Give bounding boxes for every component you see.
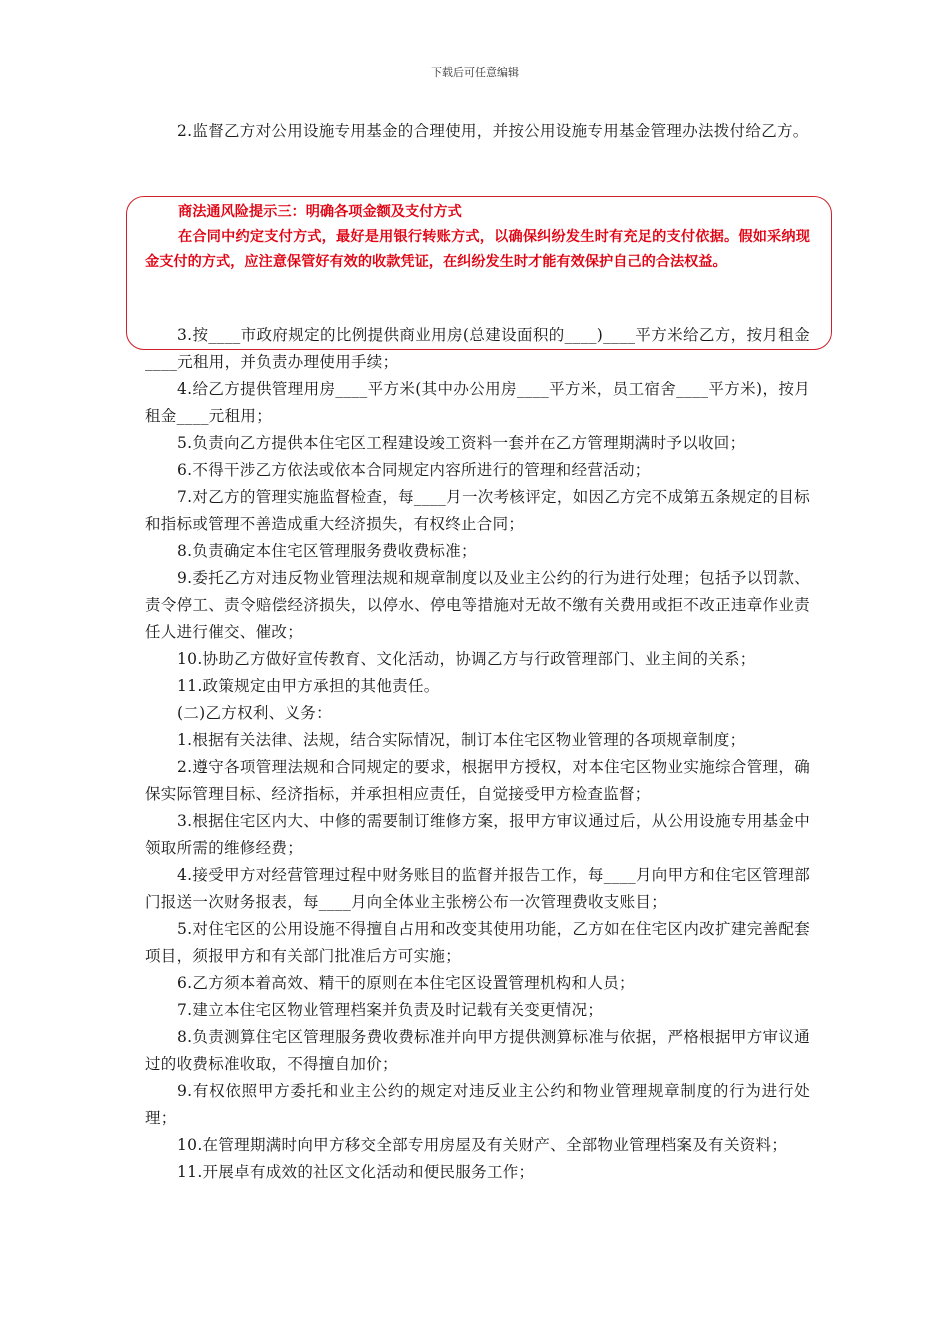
risk-tip-body: 在合同中约定支付方式，最好是用银行转账方式，以确保纠纷发生时有充足的支付依据。假如采纳现金支付的方式，应注意保管好有效的收款凭证，在纠纷发生时才能有效保护自己的合法权益。 (145, 229, 810, 270)
intro-block (145, 118, 810, 145)
paragraph: 2.监督乙方对公用设施专用基金的合理使用，并按公用设施专用基金管理办法拨付给乙方。 (177, 122, 809, 140)
page-header: 下载后可任意编辑 (431, 66, 519, 79)
risk-tip (145, 200, 810, 275)
clause-item: 2.遵守各项管理法规和合同规定的要求，根据甲方授权，对本住宅区物业实施综合管理，确保实际管理目标、经济指标，并承担相应责任，自觉接受甲方检查监督； (145, 758, 810, 803)
clause-item: 11.政策规定由甲方承担的其他责任。 (177, 677, 440, 695)
clause-item: 3.根据住宅区内大、中修的需要制订维修方案，报甲方审议通过后，从公用设施专用基金中领取所需的维修经费； (145, 812, 810, 857)
clause-item: 7.对乙方的管理实施监督检查，每____月一次考核评定，如因乙方完不成第五条规定的目标和指标或管理不善造成重大经济损失，有权终止合同； (145, 488, 810, 533)
clause-item: 10.协助乙方做好宣传教育、文化活动，协调乙方与行政管理部门、业主间的关系； (177, 650, 756, 668)
clause-item: 8.负责确定本住宅区管理服务费收费标准； (177, 542, 477, 560)
clause-item: 4.接受甲方对经营管理过程中财务账目的监督并报告工作，每____月向甲方和住宅区管理部门报送一次财务报表，每____月向全体业主张榜公布一次管理费收支账目； (145, 866, 810, 911)
clause-item: 10.在管理期满时向甲方移交全部专用房屋及有关财产、全部物业管理档案及有关资料； (177, 1136, 788, 1154)
clause-list (145, 322, 810, 1186)
section-heading: (二)乙方权利、义务： (177, 704, 332, 722)
clause-item: 5.负责向乙方提供本住宅区工程建设竣工资料一套并在乙方管理期满时予以收回； (177, 434, 746, 452)
clause-item: 3.按____市政府规定的比例提供商业用房(总建设面积的____)____平方米给乙方，按月租金____元租用，并负责办理使用手续； (145, 326, 810, 371)
clause-item: 7.建立本住宅区物业管理档案并负责及时记载有关变更情况； (177, 1001, 604, 1019)
clause-item: 9.有权依照甲方委托和业主公约的规定对违反业主公约和物业管理规章制度的行为进行处理； (145, 1082, 810, 1127)
clause-item: 8.负责测算住宅区管理服务费收费标准并向甲方提供测算标准与依据，严格根据甲方审议通过的收费标准收取，不得擅自加价； (145, 1028, 810, 1073)
risk-tip-title: 商法通风险提示三：明确各项金额及支付方式 (178, 204, 462, 220)
clause-item: 5.对住宅区的公用设施不得擅自占用和改变其使用功能，乙方如在住宅区内改扩建完善配套项目，须报甲方和有关部门批准后方可实施； (145, 920, 810, 965)
clause-item: 11.开展卓有成效的社区文化活动和便民服务工作； (177, 1163, 535, 1181)
clause-item: 6.乙方须本着高效、精干的原则在本住宅区设置管理机构和人员； (177, 974, 635, 992)
clause-item: 4.给乙方提供管理用房____平方米(其中办公用房____平方米，员工宿舍____平方米)，按月租金____元租用； (145, 380, 810, 425)
clause-item: 6.不得干涉乙方依法或依本合同规定内容所进行的管理和经营活动； (177, 461, 651, 479)
clause-item: 9.委托乙方对违反物业管理法规和规章制度以及业主公约的行为进行处理；包括予以罚款、责令停工、责令赔偿经济损失，以停水、停电等措施对无故不缴有关费用或拒不改正违章作业责任人进行催交、催改； (145, 569, 810, 641)
clause-item: 1.根据有关法律、法规，结合实际情况，制订本住宅区物业管理的各项规章制度； (177, 731, 746, 749)
